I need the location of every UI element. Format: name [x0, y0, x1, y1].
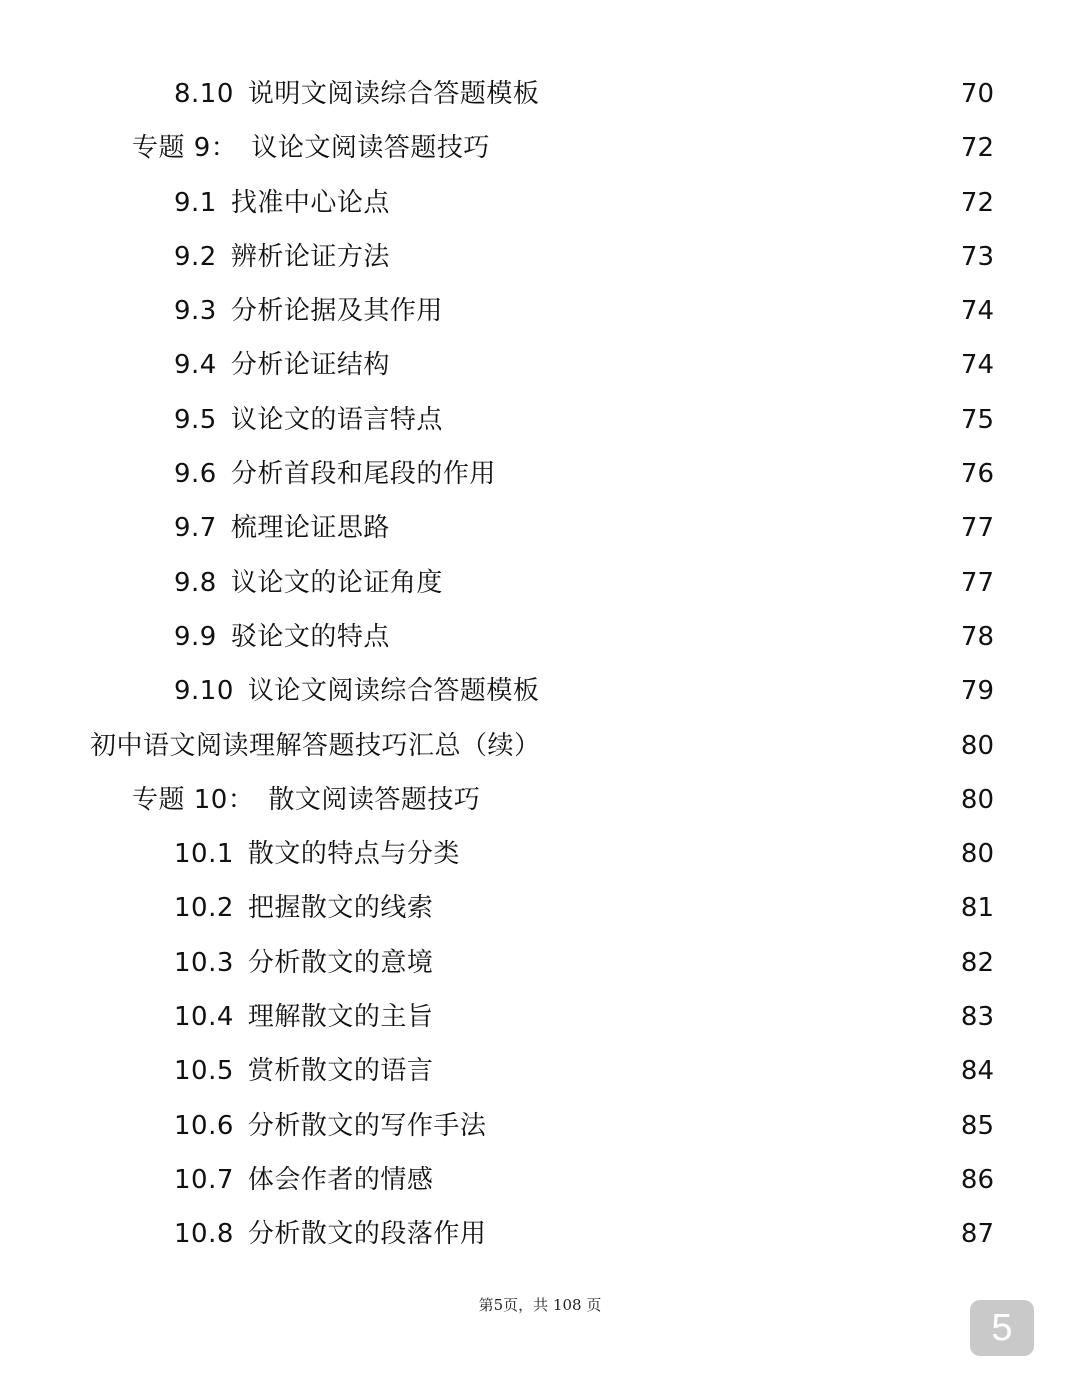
toc-entry-title: 分析论证结构	[230, 350, 390, 381]
toc-entry-line	[174, 345, 994, 385]
toc-entry-number: 10.4	[174, 1002, 234, 1033]
toc-entry-page: 75	[960, 404, 994, 435]
toc-entry[interactable]	[0, 1206, 1080, 1260]
toc-entry-line	[174, 237, 994, 277]
toc-entry-title: 分析首段和尾段的作用	[230, 459, 496, 490]
toc-entry[interactable]	[0, 935, 1080, 989]
toc-dot-leader	[500, 128, 944, 168]
toc-entry-line	[174, 74, 994, 114]
toc-entry-page: 80	[960, 784, 994, 815]
toc-entry-page: 70	[960, 79, 994, 109]
toc-entry-page: 77	[960, 567, 994, 598]
toc-entry-page: 87	[960, 1219, 994, 1250]
toc-entry-page: 72	[960, 133, 994, 164]
toc-entry-number: 9.4	[174, 350, 217, 381]
toc-entry-number: 9.2	[174, 241, 217, 272]
toc-entry-title: 散文阅读答题技巧	[268, 784, 481, 815]
toc-entry-line	[174, 1214, 994, 1254]
toc-entry-page: 76	[960, 459, 994, 490]
toc-entry[interactable]	[0, 1098, 1080, 1152]
toc-entry-title: 找准中心论点	[230, 187, 390, 218]
toc-dot-leader	[443, 1160, 944, 1200]
toc-entry-line	[132, 128, 994, 168]
toc-entry-number: 9.8	[174, 567, 217, 598]
toc-entry-line	[174, 671, 994, 711]
toc-entry-line	[174, 400, 994, 440]
toc-dot-leader	[443, 997, 944, 1037]
toc-entry-number: 10.7	[174, 1164, 234, 1195]
toc-entry[interactable]	[0, 718, 1080, 772]
toc-entry[interactable]	[0, 826, 1080, 880]
toc-entry-number: 10.2	[174, 893, 234, 924]
toc-entry-title: 说明文阅读综合答题模板	[247, 79, 540, 109]
toc-entry-title: 散文的特点与分类	[247, 839, 460, 870]
toc-entry[interactable]	[0, 66, 1080, 120]
toc-entry-page: 82	[960, 947, 994, 978]
toc-entry-page: 80	[960, 730, 994, 761]
toc-entry-line	[132, 780, 994, 820]
toc-entry-page: 73	[960, 241, 994, 272]
toc-entry-title: 议论文的语言特点	[230, 404, 443, 435]
toc-entry-line	[90, 726, 994, 766]
toc-dot-leader	[496, 1214, 944, 1254]
toc-entry-title: 体会作者的情感	[247, 1164, 434, 1195]
page-footer: 第5页，共 108 页	[478, 1296, 602, 1314]
toc-entry[interactable]	[0, 663, 1080, 717]
toc-dot-leader	[549, 671, 944, 711]
toc-entry-line	[174, 508, 994, 548]
toc-entry-page: 72	[960, 187, 994, 218]
toc-dot-leader	[551, 726, 944, 766]
toc-entry[interactable]	[0, 772, 1080, 826]
toc-entry-number: 专题 10：	[132, 784, 255, 815]
toc-entry[interactable]	[0, 989, 1080, 1043]
toc-entry-page: 81	[960, 893, 994, 924]
toc-entry-page: 85	[960, 1110, 994, 1141]
toc-entry-page: 74	[960, 350, 994, 381]
toc-entry[interactable]	[0, 229, 1080, 283]
toc-entry-line	[174, 183, 994, 223]
toc-entry-page: 78	[960, 621, 994, 652]
toc-entry-page: 74	[960, 296, 994, 327]
toc-entry[interactable]	[0, 337, 1080, 391]
toc-entry-line	[174, 1160, 994, 1200]
toc-entry-title: 议论文阅读综合答题模板	[247, 676, 540, 707]
toc-entry-title: 分析论据及其作用	[230, 296, 443, 327]
toc-entry-number: 10.1	[174, 839, 234, 870]
toc-entry-page: 84	[960, 1056, 994, 1087]
toc-entry-number: 专题 9：	[132, 133, 238, 164]
toc-entry-line	[174, 943, 994, 983]
toc-entry-number: 8.10	[174, 79, 234, 109]
toc-dot-leader	[496, 1106, 944, 1146]
toc-dot-leader	[453, 400, 944, 440]
toc-entry-number: 9.5	[174, 404, 217, 435]
toc-dot-leader	[506, 454, 944, 494]
toc-entry-title: 梳理论证思路	[230, 513, 390, 544]
toc-entry-title: 议论文的论证角度	[230, 567, 443, 598]
toc-dot-leader	[400, 237, 944, 277]
toc-dot-leader	[453, 291, 944, 331]
toc-entry-line	[174, 888, 994, 928]
toc-dot-leader	[443, 888, 944, 928]
toc-dot-leader	[453, 563, 944, 603]
toc-entry-line	[174, 1051, 994, 1091]
toc-entry[interactable]	[0, 175, 1080, 229]
toc-entry[interactable]	[0, 609, 1080, 663]
toc-entry-number: 10.3	[174, 947, 234, 978]
toc-entry-number: 10.6	[174, 1110, 234, 1141]
toc-entry-number: 10.8	[174, 1219, 234, 1250]
toc-dot-leader	[443, 943, 944, 983]
toc-dot-leader	[400, 508, 944, 548]
toc-entry[interactable]	[0, 120, 1080, 174]
toc-entry-line	[174, 997, 994, 1037]
toc-entry-number: 9.1	[174, 187, 217, 218]
toc-entry-title: 驳论文的特点	[230, 621, 390, 652]
page-number-badge: 5	[970, 1300, 1034, 1356]
toc-entry-number: 9.10	[174, 676, 234, 707]
toc-entry[interactable]	[0, 283, 1080, 337]
toc-entry-title: 理解散文的主旨	[247, 1002, 434, 1033]
toc-entry[interactable]	[0, 500, 1080, 554]
toc-entry-number: 10.5	[174, 1056, 234, 1087]
toc-dot-leader	[400, 617, 944, 657]
toc-entry-title: 初中语文阅读理解答题技巧汇总（续）	[90, 730, 541, 761]
toc-entry[interactable]	[0, 1043, 1080, 1097]
toc-entry-page: 77	[960, 513, 994, 544]
table-of-contents	[0, 66, 1080, 1261]
toc-entry-line	[174, 834, 994, 874]
toc-entry[interactable]	[0, 446, 1080, 500]
toc-dot-leader	[443, 1051, 944, 1091]
toc-entry[interactable]	[0, 555, 1080, 609]
toc-entry-page: 80	[960, 839, 994, 870]
toc-entry[interactable]	[0, 392, 1080, 446]
toc-entry-page: 86	[960, 1164, 994, 1195]
toc-entry-title: 议论文阅读答题技巧	[251, 133, 490, 164]
toc-entry-line	[174, 617, 994, 657]
toc-entry-title: 赏析散文的语言	[247, 1056, 434, 1087]
toc-dot-leader	[400, 183, 944, 223]
toc-entry[interactable]	[0, 880, 1080, 934]
toc-dot-leader	[470, 834, 944, 874]
toc-entry-page: 83	[960, 1002, 994, 1033]
toc-entry-number: 9.6	[174, 459, 217, 490]
toc-entry-title: 分析散文的意境	[247, 947, 434, 978]
toc-entry-title: 分析散文的段落作用	[247, 1219, 487, 1250]
toc-dot-leader	[490, 780, 944, 820]
toc-entry-line	[174, 1106, 994, 1146]
toc-entry-title: 把握散文的线索	[247, 893, 434, 924]
toc-entry-number: 9.7	[174, 513, 217, 544]
toc-dot-leader	[400, 345, 944, 385]
toc-entry[interactable]	[0, 1152, 1080, 1206]
toc-dot-leader	[549, 74, 944, 114]
toc-entry-line	[174, 563, 994, 603]
toc-entry-page: 79	[960, 676, 994, 707]
toc-entry-line	[174, 291, 994, 331]
toc-entry-number: 9.3	[174, 296, 217, 327]
toc-entry-line	[174, 454, 994, 494]
toc-entry-title: 辨析论证方法	[230, 241, 390, 272]
toc-entry-title: 分析散文的写作手法	[247, 1110, 487, 1141]
toc-entry-number: 9.9	[174, 621, 217, 652]
